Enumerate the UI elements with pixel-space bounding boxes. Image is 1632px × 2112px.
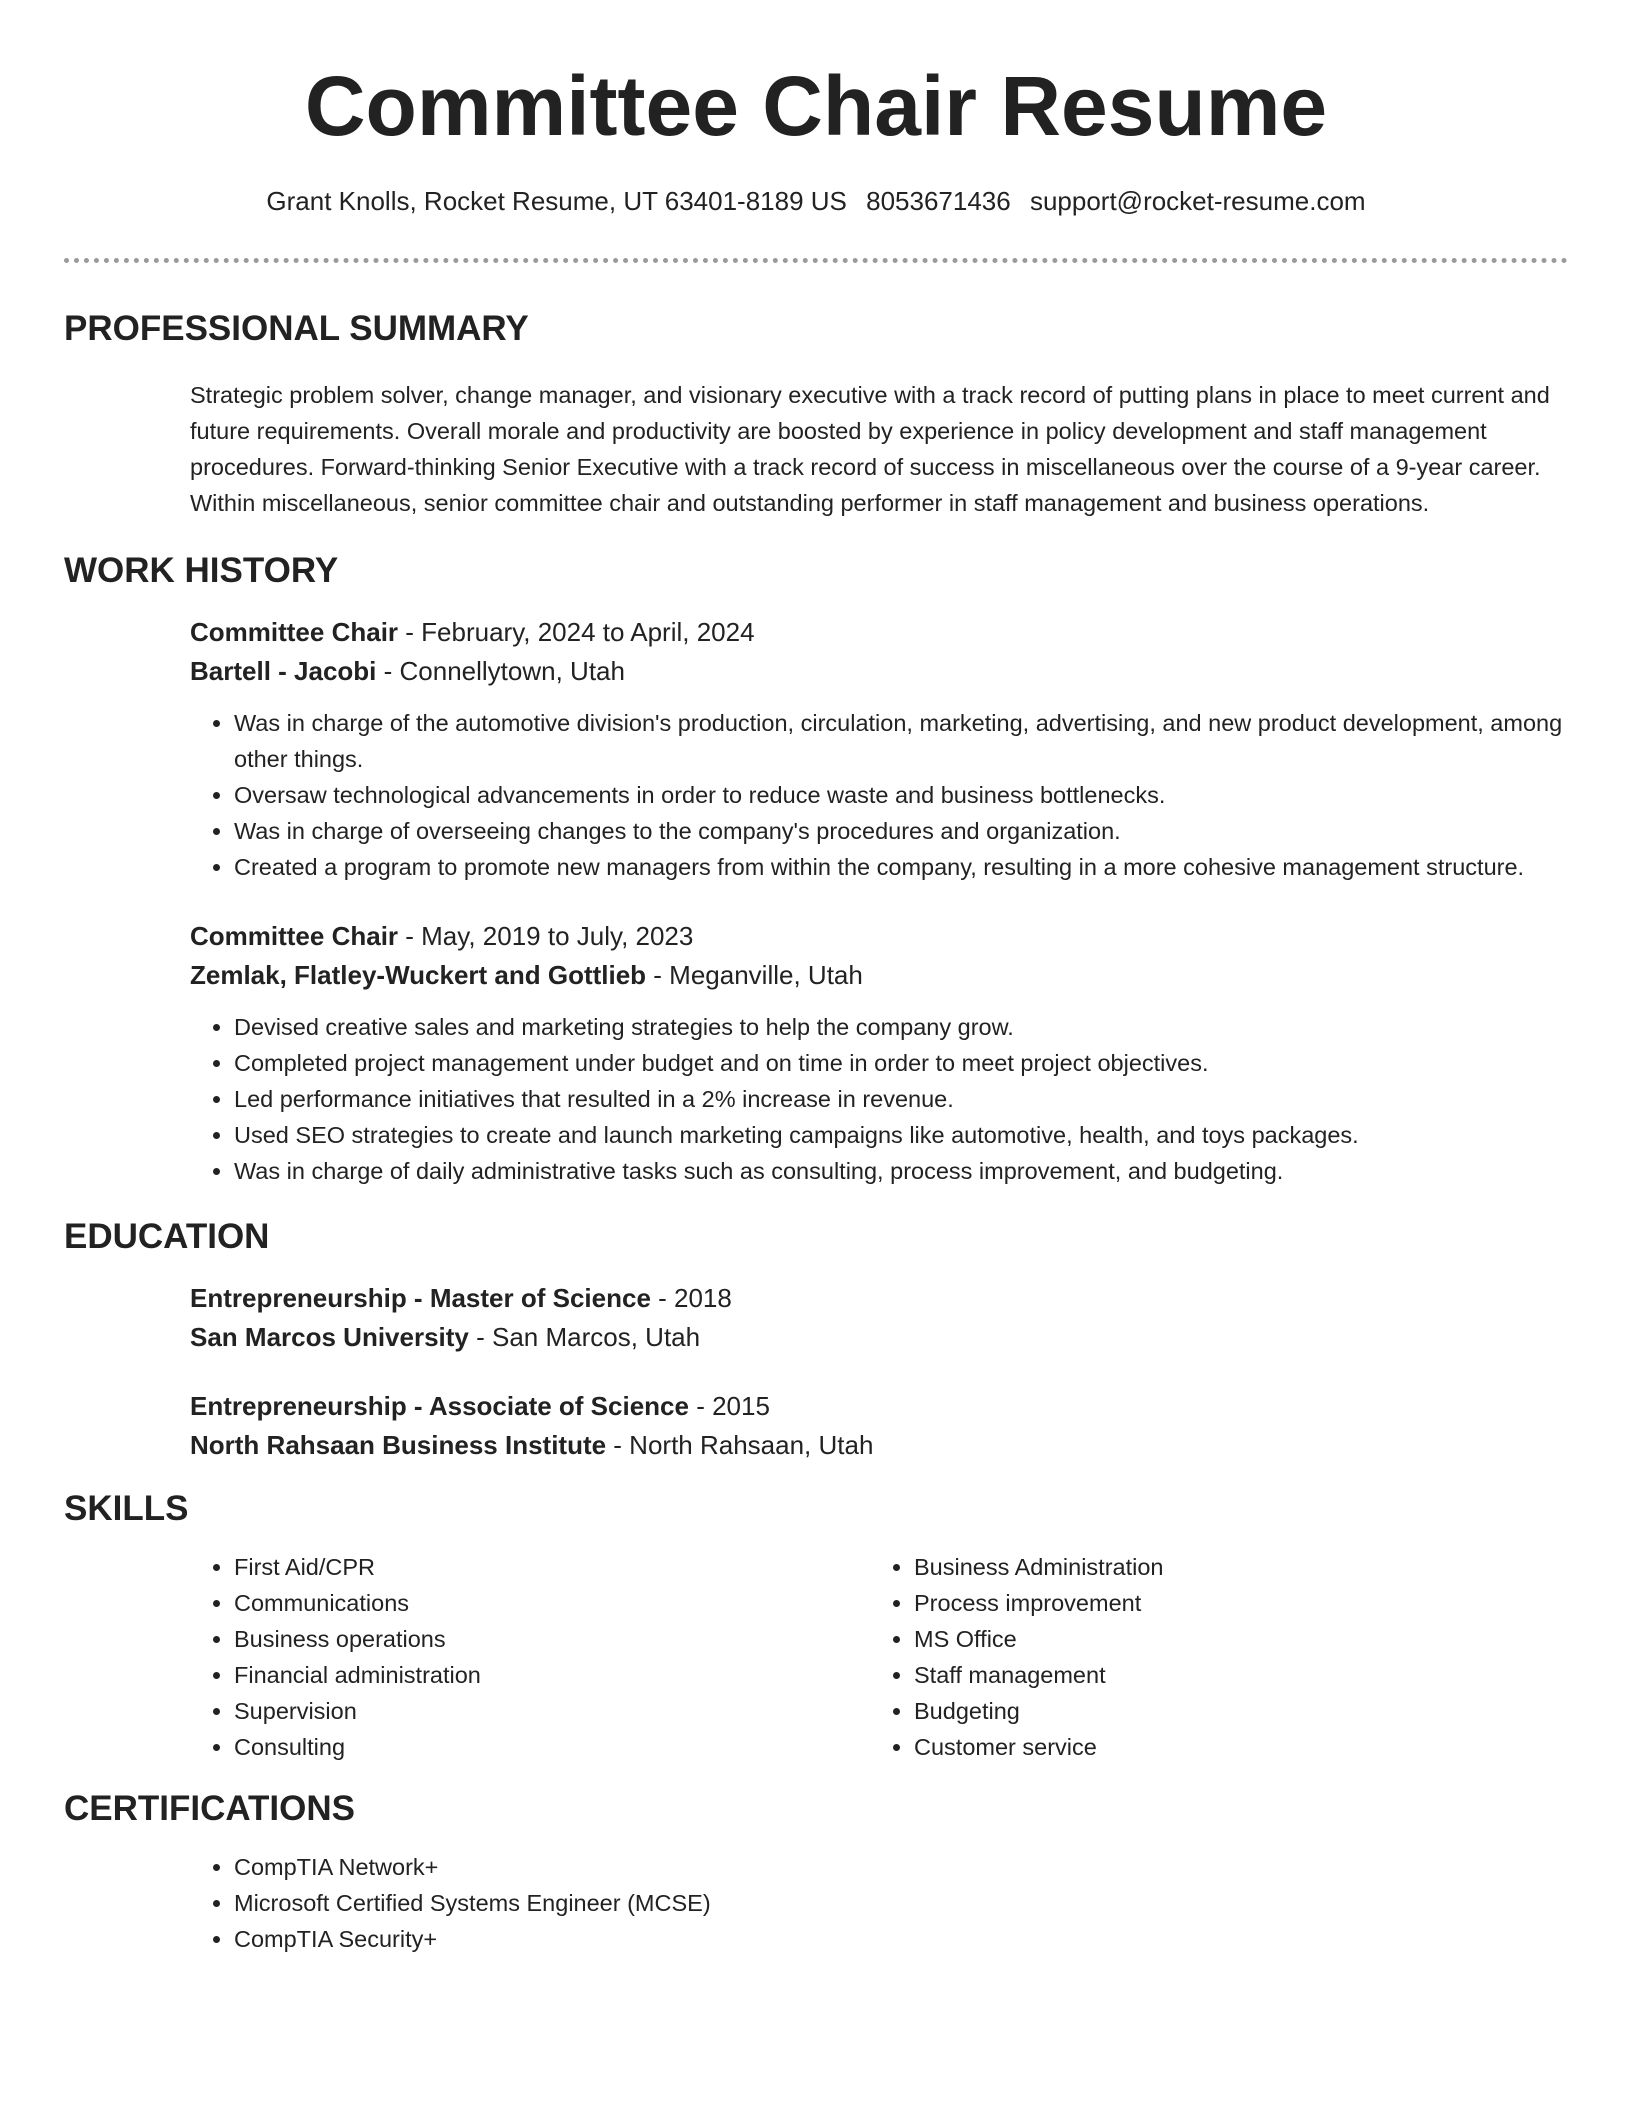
job-company: Zemlak, Flatley-Wuckert and Gottlieb [190, 960, 647, 990]
list-item: • Communications [234, 1585, 870, 1621]
summary-section [64, 307, 1568, 521]
degree-year: - 2018 [650, 1283, 732, 1313]
job-title: Committee Chair [190, 617, 399, 647]
contact-phone: 8053671436 [866, 186, 1011, 216]
school: North Rahsaan Business Institute [190, 1430, 607, 1460]
resume-page [64, 0, 1568, 1957]
list-item: • Used SEO strategies to create and launch marketing campaigns like automotive, health, and toys packages. [234, 1117, 1568, 1153]
job-company-line [190, 652, 1568, 691]
degree: Entrepreneurship - Master of Science [190, 1283, 651, 1313]
list-item: • Created a program to promote new managers from within the company, resulting in a more cohesive management structure. [234, 849, 1568, 885]
degree-year: - 2015 [688, 1391, 770, 1421]
list-item: • Business operations [234, 1621, 870, 1657]
list-item: • Consulting [234, 1729, 870, 1765]
list-item: • Supervision [234, 1693, 870, 1729]
contact-address: Grant Knolls, Rocket Resume, UT 63401-8189 US [266, 186, 847, 216]
summary-text: Strategic problem solver, change manager, and visionary executive with a track record of putting plans in place to meet current and future requirements. Overall morale and productivity are boosted by experience in policy development and staff management procedures. Forward-thinking Senior Executive with a track record of success in miscellaneous over the course of a 9-year career. Within miscellaneous, senior committee chair and outstanding performer in staff management and business operations. [190, 382, 1550, 516]
skills-section [64, 1487, 1568, 1765]
list-item: • Was in charge of the automotive division's production, circulation, marketing, advertising, and new product development, among other things. [234, 705, 1568, 777]
school-location: - North Rahsaan, Utah [606, 1430, 874, 1460]
job-location: - Connellytown, Utah [376, 656, 625, 686]
job-dates: - May, 2019 to July, 2023 [398, 921, 694, 951]
work-heading: WORK HISTORY [64, 551, 339, 590]
education-heading: EDUCATION [64, 1217, 270, 1256]
list-item: • Financial administration [234, 1657, 870, 1693]
list-item: • Staff management [914, 1657, 1550, 1693]
summary-heading: PROFESSIONAL SUMMARY [64, 309, 529, 348]
list-item: • Oversaw technological advancements in order to reduce waste and business bottlenecks. [234, 777, 1568, 813]
skills-list-left [190, 1549, 870, 1765]
job-dates: - February, 2024 to April, 2024 [398, 617, 755, 647]
degree-line [190, 1279, 1568, 1318]
skills-column-right [870, 1549, 1550, 1765]
list-item: • Customer service [914, 1729, 1550, 1765]
school-line [190, 1318, 1568, 1357]
degree: Entrepreneurship - Associate of Science [190, 1391, 689, 1421]
job-title-line [190, 917, 1568, 956]
header-divider [64, 258, 1568, 263]
list-item: • Was in charge of overseeing changes to the company's procedures and organization. [234, 813, 1568, 849]
list-item: • Completed project management under budget and on time in order to meet project objectives. [234, 1045, 1568, 1081]
certifications-list [190, 1849, 1568, 1957]
list-item: • Business Administration [914, 1549, 1550, 1585]
job-company: Bartell - Jacobi [190, 656, 377, 686]
school: San Marcos University [190, 1322, 469, 1352]
skills-heading: SKILLS [64, 1489, 189, 1528]
skills-column-left [190, 1549, 870, 1765]
certifications-section [64, 1787, 1568, 1957]
school-line [190, 1426, 1568, 1465]
list-item: • CompTIA Network+ [234, 1849, 1568, 1885]
work-section [64, 549, 1568, 1189]
list-item: • Was in charge of daily administrative tasks such as consulting, process improvement, and budgeting. [234, 1153, 1568, 1189]
job-bullets [190, 705, 1568, 885]
contact-line [64, 184, 1568, 218]
job-title-line [190, 613, 1568, 652]
certifications-heading: CERTIFICATIONS [64, 1789, 356, 1828]
job-entry [190, 613, 1568, 885]
list-item: • MS Office [914, 1621, 1550, 1657]
job-location: - Meganville, Utah [646, 960, 863, 990]
list-item: • Budgeting [914, 1693, 1550, 1729]
skills-grid [190, 1549, 1568, 1765]
list-item: • Process improvement [914, 1585, 1550, 1621]
education-entry [190, 1279, 1568, 1357]
list-item: • CompTIA Security+ [234, 1921, 1568, 1957]
education-section [64, 1215, 1568, 1465]
job-company-line [190, 956, 1568, 995]
school-location: - San Marcos, Utah [468, 1322, 701, 1352]
job-bullets [190, 1009, 1568, 1189]
education-entry [190, 1387, 1568, 1465]
contact-email: support@rocket-resume.com [1029, 186, 1366, 216]
list-item: • Led performance initiatives that resulted in a 2% increase in revenue. [234, 1081, 1568, 1117]
list-item: • First Aid/CPR [234, 1549, 870, 1585]
list-item: • Microsoft Certified Systems Engineer (MCSE) [234, 1885, 1568, 1921]
list-item: • Devised creative sales and marketing strategies to help the company grow. [234, 1009, 1568, 1045]
resume-title: Committee Chair Resume [304, 59, 1328, 153]
job-entry [190, 917, 1568, 1189]
skills-list-right [870, 1549, 1550, 1765]
degree-line [190, 1387, 1568, 1426]
job-title: Committee Chair [190, 921, 399, 951]
